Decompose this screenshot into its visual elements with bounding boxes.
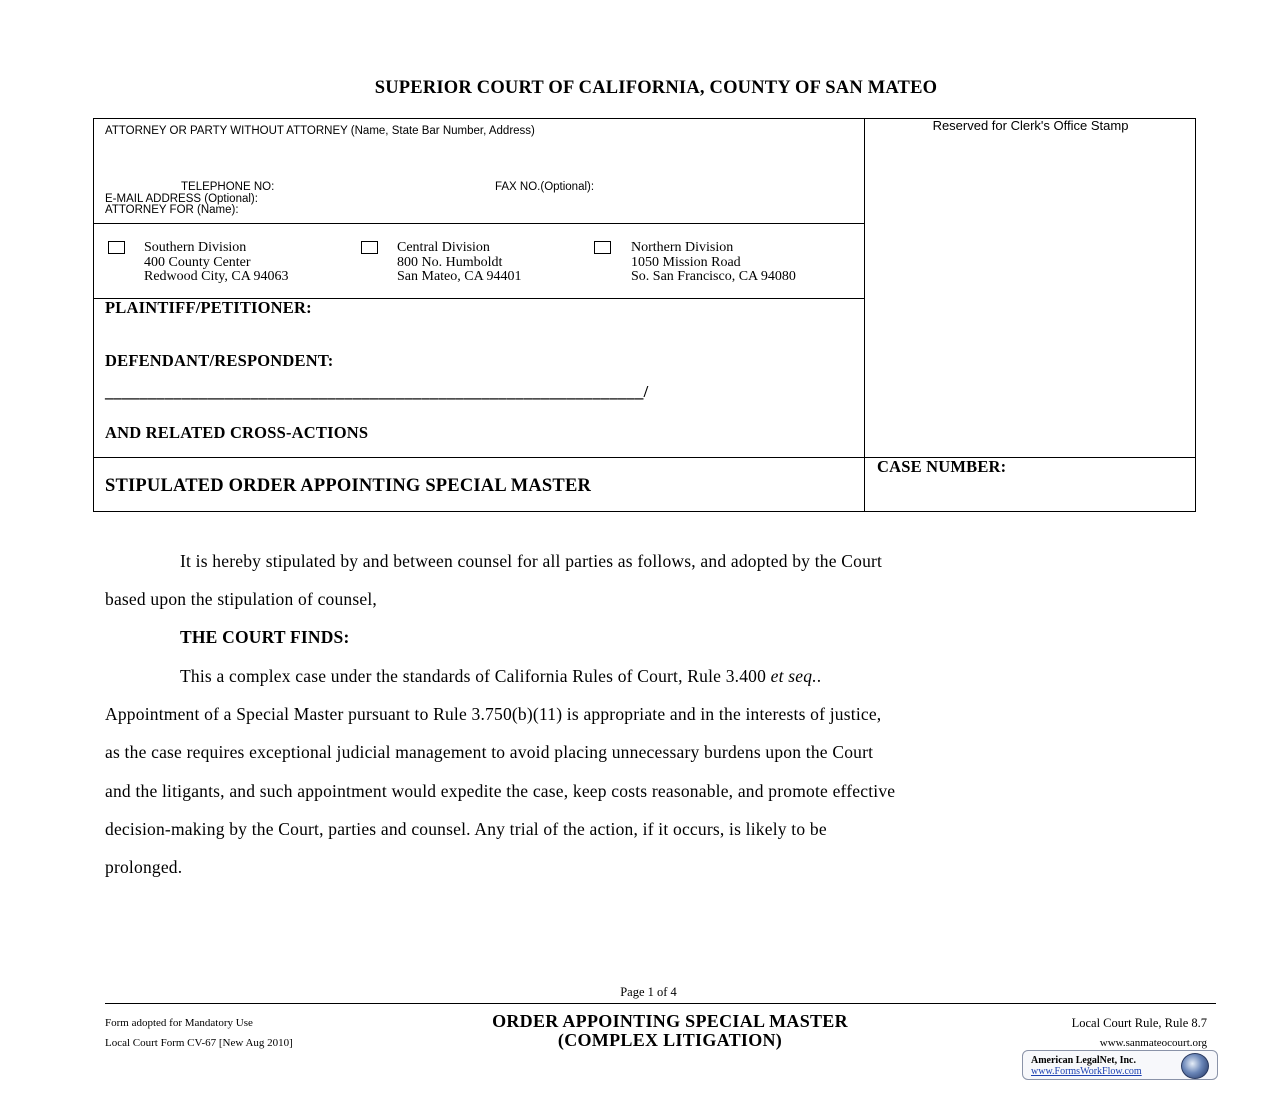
division-city: San Mateo, CA 94401 xyxy=(397,269,522,284)
separator-line: _______________________________________________________________/ xyxy=(105,382,649,401)
division-name: Southern Division xyxy=(144,240,247,255)
body-line: based upon the stipulation of counsel, xyxy=(105,589,377,609)
division-street: 400 County Center xyxy=(144,254,251,270)
northern-division-checkbox[interactable] xyxy=(594,241,611,254)
attorney-label: ATTORNEY OR PARTY WITHOUT ATTORNEY (Name, State Bar Number, Address) xyxy=(105,125,535,137)
telephone-label: TELEPHONE NO: xyxy=(181,181,275,193)
division-name: Central Division xyxy=(397,240,490,255)
body-line: It is hereby stipulated by and between counsel for all parties as follows, and adopted by the Court xyxy=(180,551,883,571)
email-label: E-MAIL ADDRESS (Optional): xyxy=(105,193,258,205)
et-seq: et seq. xyxy=(770,666,817,686)
caption-divider xyxy=(864,118,865,512)
southern-division xyxy=(144,241,289,285)
footer-title-line: ORDER APPOINTING SPECIAL MASTER xyxy=(492,1011,848,1031)
rule-line xyxy=(93,457,1196,458)
plaintiff-label: PLAINTIFF/PETITIONER: xyxy=(105,298,312,317)
case-number-label: CASE NUMBER: xyxy=(877,457,1007,476)
court-title: SUPERIOR COURT OF CALIFORNIA, COUNTY OF SAN MATEO xyxy=(374,78,938,98)
logo-name: American LegalNet, Inc. xyxy=(1031,1055,1136,1066)
document-title: STIPULATED ORDER APPOINTING SPECIAL MASTER xyxy=(105,476,592,496)
body-line: prolonged. xyxy=(105,857,183,877)
division-street: 800 No. Humboldt xyxy=(397,254,503,270)
central-division xyxy=(397,241,521,285)
finds-heading: THE COURT FINDS: xyxy=(180,627,350,647)
logo-url[interactable]: www.FormsWorkFlow.com xyxy=(1031,1066,1142,1077)
globe-icon xyxy=(1181,1053,1209,1079)
body-line: decision-making by the Court, parties and counsel. Any trial of the action, if it occurs, is likely to be xyxy=(105,819,827,839)
defendant-label: DEFENDANT/RESPONDENT: xyxy=(105,351,334,370)
footer-title-line: (COMPLEX LITIGATION) xyxy=(557,1030,783,1050)
rule-reference: Local Court Rule, Rule 8.7 xyxy=(1071,1016,1207,1030)
fax-label: FAX NO.(Optional): xyxy=(495,181,595,193)
division-city: Redwood City, CA 94063 xyxy=(144,269,289,284)
body-line: and the litigants, and such appointment would expedite the case, keep costs reasonable, and promote effective xyxy=(105,781,896,801)
body-line xyxy=(180,666,821,687)
clerk-stamp-label: Reserved for Clerk's Office Stamp xyxy=(932,118,1129,133)
rule-line xyxy=(93,223,864,224)
southern-division-checkbox[interactable] xyxy=(108,241,125,254)
body-text: . xyxy=(816,666,822,686)
american-legalnet-logo[interactable] xyxy=(1022,1050,1218,1080)
body-line: Appointment of a Special Master pursuant to Rule 3.750(b)(11) is appropriate and in the interests of justice, xyxy=(105,704,882,724)
division-city: So. San Francisco, CA 94080 xyxy=(631,269,796,284)
body-line: as the case requires exceptional judicial management to avoid placing unnecessary burdens upon the Court xyxy=(105,742,874,762)
division-name: Northern Division xyxy=(631,240,734,255)
attorney-for-label: ATTORNEY FOR (Name): xyxy=(105,204,239,216)
adopted-label: Form adopted for Mandatory Use xyxy=(105,1017,253,1029)
central-division-checkbox[interactable] xyxy=(361,241,378,254)
related-actions-label: AND RELATED CROSS-ACTIONS xyxy=(105,423,369,442)
northern-division xyxy=(631,241,796,285)
footer-rule xyxy=(105,1003,1216,1004)
division-street: 1050 Mission Road xyxy=(631,254,741,270)
footer-title xyxy=(400,1012,940,1050)
body-text: This a complex case under the standards of California Rules of Court, Rule 3.400 xyxy=(180,666,771,686)
website-link[interactable]: www.sanmateocourt.org xyxy=(1099,1037,1207,1049)
form-number: Local Court Form CV-67 [New Aug 2010] xyxy=(105,1037,293,1049)
page-number: Page 1 of 4 xyxy=(620,985,677,999)
